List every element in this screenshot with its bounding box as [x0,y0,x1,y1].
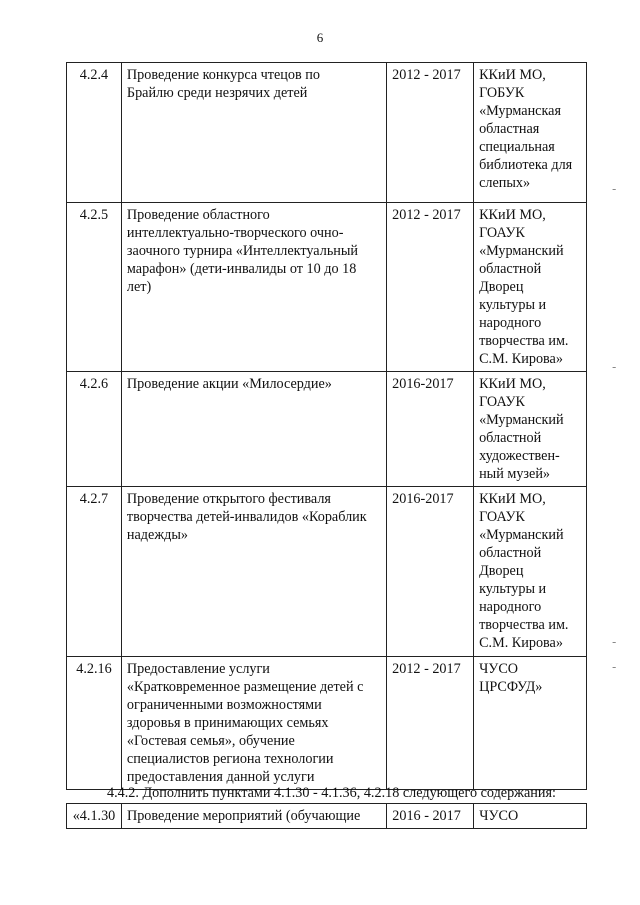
table-row [67,63,587,203]
item-period: 2012 - 2017 [387,203,474,372]
item-period: 2012 - 2017 [387,63,474,203]
item-executor-line: библиотека для [479,157,573,173]
measures-table [66,62,587,790]
item-title-line: Проведение конкурса чтецов по [126,67,320,83]
margin-mark: - [612,182,617,196]
item-executor-line: С.М. Кирова» [479,635,563,651]
item-executor-line: областной [479,430,542,446]
item-executor-line: ГОАУК [479,394,525,410]
item-executor-line: ККиИ МО, [479,376,546,392]
item-executor-line: слепых» [479,175,531,191]
item-executor-line: «Мурманский [479,412,564,428]
item-executor-line: специальная [479,139,555,155]
item-executor-line: культуры и [479,581,547,597]
table-row [67,487,587,657]
item-number: «4.1.30 [67,804,122,829]
item-title [121,657,386,790]
item-executor: ЧУСО [474,804,587,829]
item-number: 4.2.5 [67,203,122,372]
item-title [121,372,386,487]
item-executor-line: областная [479,121,540,137]
item-title-line: творчества детей-инвалидов «Кораблик [126,509,367,525]
margin-mark: - [612,360,617,374]
added-items-table [66,803,587,829]
item-executor [474,657,587,790]
item-title: Проведение мероприятий (обучающие [121,804,386,829]
item-number: 4.2.16 [67,657,122,790]
item-executor-line: ГОАУК [479,509,525,525]
item-executor-line: творчества им. [479,333,569,349]
item-executor-line: «Мурманский [479,527,564,543]
item-title-line: марафон» (дети-инвалиды от 10 до 18 [126,261,357,277]
item-title [121,487,386,657]
item-executor-line: народного [479,599,542,615]
item-executor-line: «Мурманская [479,103,561,119]
item-executor-line: ЦРСФУД» [479,679,543,695]
item-period: 2016-2017 [387,487,474,657]
item-title-line: Проведение открытого фестиваля [126,491,331,507]
item-title [121,203,386,372]
item-executor [474,63,587,203]
item-title-line: «Гостевая семья», обучение [126,733,295,749]
table-row [67,372,587,487]
item-executor-line: культуры и [479,297,547,313]
item-title-line: предоставления данной услуги [126,769,315,785]
item-title-line: «Кратковременное размещение детей с [126,679,364,695]
item-title [121,63,386,203]
item-number: 4.2.6 [67,372,122,487]
item-executor [474,372,587,487]
item-executor-line: областной [479,261,542,277]
item-executor-line: ГОАУК [479,225,525,241]
item-title-line: специалистов региона технологии [126,751,334,767]
item-executor-line: Дворец [479,563,524,579]
table-row [67,804,587,829]
margin-mark: - [612,660,617,674]
item-title-line: Брайлю среди незрячих детей [126,85,308,101]
item-executor-line: ККиИ МО, [479,67,546,83]
item-number: 4.2.7 [67,487,122,657]
item-title-line: Предоставление услуги [126,661,270,677]
item-executor-line: ККиИ МО, [479,491,546,507]
item-executor-line: ГОБУК [479,85,525,101]
table-row [67,203,587,372]
item-title-line: Проведение областного [126,207,270,223]
item-executor-line: С.М. Кирова» [479,351,563,367]
item-executor [474,487,587,657]
item-executor [474,203,587,372]
margin-mark: - [612,635,617,649]
item-title-line: лет) [126,279,152,295]
item-executor-line: областной [479,545,542,561]
item-period: 2016-2017 [387,372,474,487]
item-number: 4.2.4 [67,63,122,203]
item-period: 2016 - 2017 [387,804,474,829]
amendment-intro: 4.4.2. Дополнить пунктами 4.1.30 - 4.1.36, 4.2.18 следующего содержания: [107,785,556,801]
item-title-line: ограниченными возможностями [126,697,322,713]
item-title-line: здоровья в принимающих семьях [126,715,329,731]
item-executor-line: народного [479,315,542,331]
item-executor-line: Дворец [479,279,524,295]
item-title-line: заочного турнира «Интеллектуальный [126,243,359,259]
item-executor-line: «Мурманский [479,243,564,259]
table-row [67,657,587,790]
item-period: 2012 - 2017 [387,657,474,790]
item-executor-line: ККиИ МО, [479,207,546,223]
item-executor-line: ный музей» [479,466,551,482]
item-title-line: Проведение акции «Милосердие» [126,376,332,392]
item-title-line: интеллектуально-творческого очно- [126,225,344,241]
item-executor-line: художествен- [479,448,560,464]
item-executor-line: творчества им. [479,617,569,633]
page-number: 6 [316,30,324,45]
item-title-line: надежды» [126,527,188,543]
item-executor-line: ЧУСО [479,661,519,677]
